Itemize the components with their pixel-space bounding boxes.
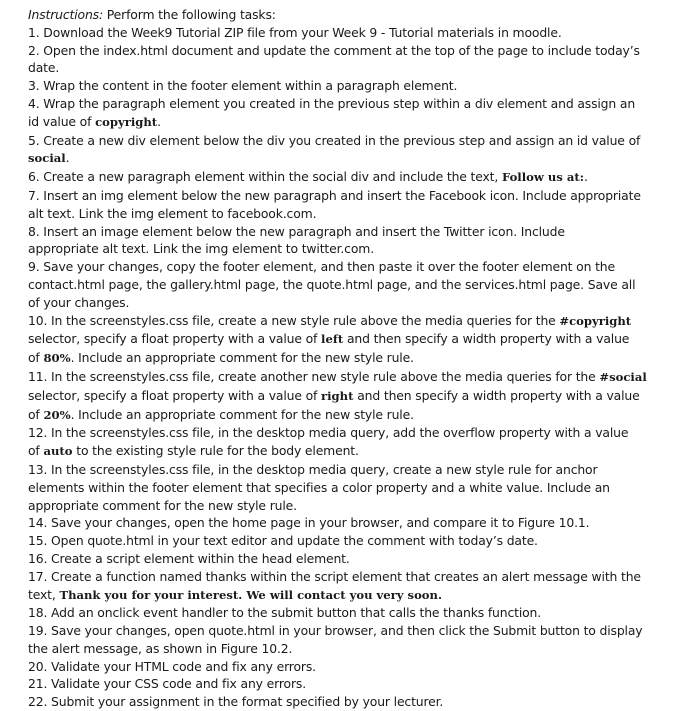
instruction-line: [28, 42, 640, 60]
instruction-text: 22. Submit your assignment in the format specified by your lecturer.: [28, 694, 444, 710]
instruction-line: [28, 442, 640, 461]
instruction-emphasis: 80%: [43, 351, 71, 366]
instruction-line: [28, 675, 640, 693]
instruction-emphasis: 20%: [43, 407, 71, 422]
instruction-text: of: [28, 350, 44, 366]
instruction-text: id value of: [28, 113, 96, 129]
instruction-line: [28, 187, 640, 205]
instruction-text: 15. Open quote.html in your text editor and update the comment with today’s date.: [28, 533, 538, 549]
instruction-text: 21. Validate your CSS code and fix any errors.: [28, 676, 306, 692]
instruction-text: .: [157, 113, 161, 129]
instruction-emphasis: left: [321, 332, 344, 347]
instruction-line: [28, 497, 640, 515]
instruction-text: appropriate alt text. Link the img element to twitter.com.: [28, 241, 374, 257]
instruction-text: and then specify a width property with a value: [353, 387, 640, 403]
instruction-line: [28, 77, 640, 95]
instruction-line: [28, 258, 640, 276]
instruction-text: 11. In the screenstyles.css file, create another new style rule above the media queries for the: [28, 368, 600, 384]
instruction-text: .: [584, 169, 588, 185]
instruction-line: [28, 205, 640, 223]
instruction-line: [28, 387, 640, 406]
instruction-emphasis: #social: [599, 369, 647, 384]
instruction-line: [28, 330, 640, 349]
instruction-text: appropriate comment for the new style rule.: [28, 497, 297, 513]
instruction-text: 6. Create a new paragraph element within the social div and include the text,: [28, 169, 502, 185]
instruction-text: 5. Create a new div element below the div you created in the previous step and assign an id value of: [28, 132, 641, 148]
instructions-label: Instructions:: [28, 7, 103, 22]
instructions-heading: [28, 6, 640, 24]
instruction-line: [28, 461, 640, 479]
instruction-text: 19. Save your changes, open quote.html in your browser, and then click the Submit button to display: [28, 623, 643, 639]
instruction-text: 1. Download the Week9 Tutorial ZIP file from your Week 9 - Tutorial materials in moodle.: [28, 24, 562, 40]
instruction-text: alt text. Link the img element to facebook.com.: [28, 205, 317, 221]
instruction-text: 20. Validate your HTML code and fix any errors.: [28, 658, 316, 674]
instruction-line: [28, 312, 640, 331]
instruction-line: [28, 368, 647, 387]
instruction-text: 18. Add an onclick event handler to the submit button that calls the thanks function.: [28, 605, 542, 621]
instruction-line: [28, 132, 640, 150]
instruction-line: [28, 168, 640, 187]
instruction-line: [28, 294, 640, 312]
instruction-text: 8. Insert an image element below the new paragraph and insert the Twitter icon. Include: [28, 223, 565, 239]
instruction-line: [28, 95, 640, 113]
instruction-emphasis: social: [28, 151, 66, 166]
instruction-line: [28, 550, 640, 568]
instruction-emphasis: copyright: [95, 114, 158, 129]
instruction-emphasis: right: [321, 388, 354, 403]
instruction-line: [28, 349, 640, 368]
instruction-text: of: [28, 406, 44, 422]
instruction-emphasis: Follow us at:: [501, 170, 584, 185]
instruction-text: 10. In the screenstyles.css file, create a new style rule above the media queries for the: [28, 312, 560, 328]
instruction-text: to the existing style rule for the body element.: [72, 443, 359, 459]
instruction-text: selector, specify a float property with a value of: [28, 387, 322, 403]
instruction-text: . Include an appropriate comment for the new style rule.: [70, 406, 414, 422]
instruction-text: date.: [28, 60, 60, 76]
instruction-text: selector, specify a float property with a value of: [28, 331, 322, 347]
instruction-line: [28, 276, 640, 294]
instructions-intro-text: Perform the following tasks:: [103, 7, 276, 22]
instruction-line: [28, 693, 640, 711]
instruction-line: [28, 149, 640, 168]
instruction-text: 16. Create a script element within the head element.: [28, 550, 350, 566]
instruction-line: [28, 586, 640, 605]
instruction-text: and then specify a width property with a value: [343, 331, 630, 347]
instruction-line: [28, 113, 640, 132]
instruction-text: 2. Open the index.html document and update the comment at the top of the page to include today’s: [28, 42, 640, 58]
instruction-line: [28, 424, 640, 442]
instructions-document: [28, 6, 647, 711]
instruction-line: [28, 24, 640, 42]
instruction-text: 12. In the screenstyles.css file, in the desktop media query, add the overflow property with a value: [28, 425, 629, 441]
instruction-text: 4. Wrap the paragraph element you created in the previous step within a div element and assign an: [28, 95, 636, 111]
instruction-lines: [28, 24, 647, 711]
instruction-line: [28, 658, 640, 676]
instruction-line: [28, 479, 640, 497]
instruction-text: contact.html page, the gallery.html page, the quote.html page, and the services.html page. Save all: [28, 276, 636, 292]
instruction-line: [28, 532, 640, 550]
instruction-line: [28, 568, 640, 586]
instruction-line: [28, 406, 640, 425]
instruction-emphasis: auto: [43, 444, 73, 459]
instruction-text: of: [28, 443, 44, 459]
instruction-text: 3. Wrap the content in the footer element within a paragraph element.: [28, 78, 458, 94]
instruction-text: elements within the footer element that specifies a color property and a white value. Include an: [28, 479, 610, 495]
instruction-text: 14. Save your changes, open the home page in your browser, and compare it to Figure 10.1.: [28, 515, 590, 531]
instruction-text: 9. Save your changes, copy the footer element, and then paste it over the footer element on the: [28, 259, 615, 275]
instruction-text: . Include an appropriate comment for the new style rule.: [70, 350, 414, 366]
instruction-text: 17. Create a function named thanks within the script element that creates an alert message with the: [28, 568, 641, 584]
instruction-text: text,: [28, 586, 60, 602]
instruction-text: .: [65, 150, 70, 166]
instruction-line: [28, 622, 643, 640]
instruction-line: [28, 223, 640, 241]
instruction-line: [28, 604, 640, 622]
instruction-text: 13. In the screenstyles.css file, in the desktop media query, create a new style rule for anchor: [28, 461, 598, 477]
instruction-text: 7. Insert an img element below the new paragraph and insert the Facebook icon. Include appropriate: [28, 187, 641, 203]
instruction-text: of your changes.: [28, 294, 130, 310]
instruction-line: [28, 240, 640, 258]
instruction-emphasis: Thank you for your interest. We will contact you very soon.: [59, 587, 442, 602]
instruction-line: [28, 640, 640, 658]
instruction-text: the alert message, as shown in Figure 10.2.: [28, 640, 293, 656]
instruction-emphasis: #copyright: [559, 313, 632, 328]
instruction-line: [28, 59, 640, 77]
instruction-line: [28, 514, 640, 532]
